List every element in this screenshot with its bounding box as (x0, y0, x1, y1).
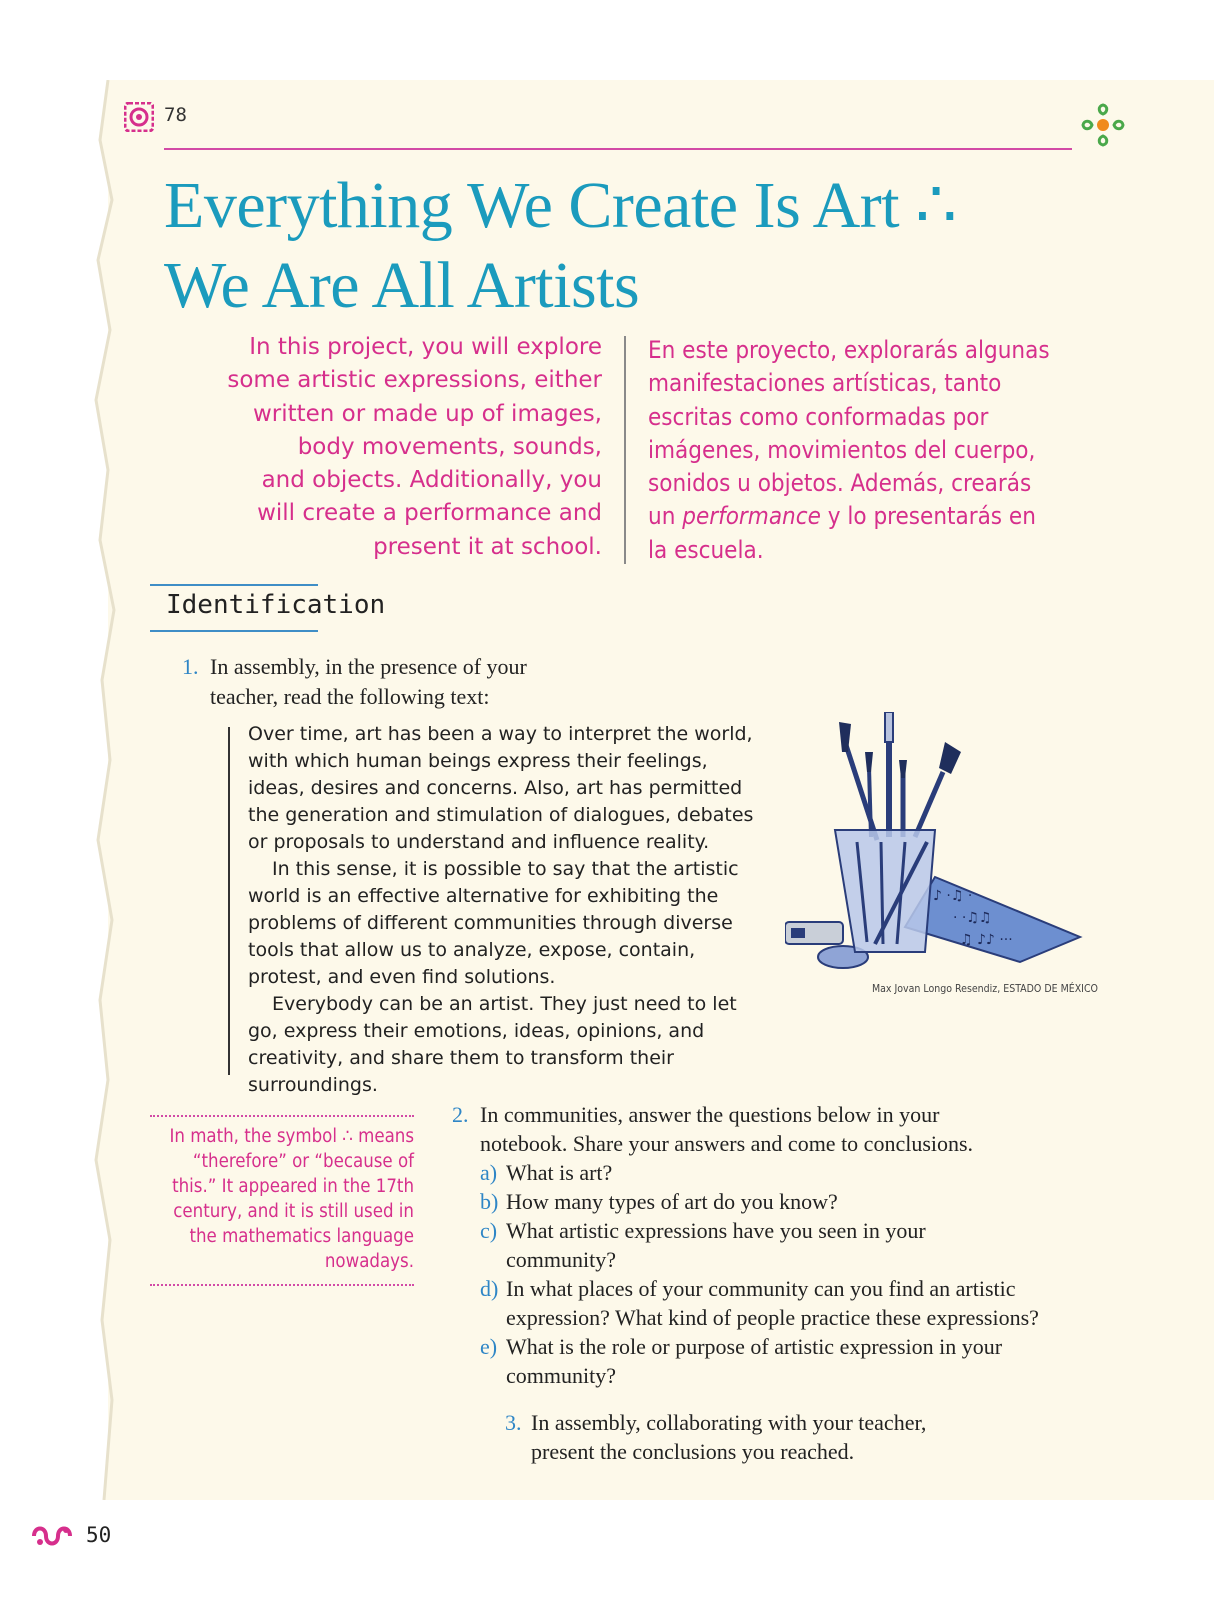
question-3-line: present the conclusions you reached. (531, 1439, 855, 1464)
svg-text:♪ ·♫ ·: ♪ ·♫ · (933, 888, 973, 904)
title-line-2: We Are All Artists (164, 249, 640, 322)
section-rule-top (150, 584, 318, 586)
title-line-1: Everything We Create Is Art ∴ (164, 169, 957, 242)
page-title (164, 166, 957, 326)
sidenote-line: the mathematics language (189, 1226, 414, 1247)
item-letter: c) (480, 1218, 498, 1243)
item-line: What is art? (506, 1160, 613, 1185)
question-1-number: 1. (182, 654, 199, 679)
question-2-line: In communities, answer the questions below in your (480, 1102, 940, 1127)
question-2-item (452, 1216, 1072, 1274)
intro-en-line: and objects. Additionally, you (261, 467, 602, 494)
question-2-item (452, 1332, 1072, 1390)
item-line: How many types of art do you know? (506, 1189, 838, 1214)
svg-text:♫ ♪♪ ···: ♫ ♪♪ ··· (960, 932, 1013, 948)
question-2-item (452, 1274, 1072, 1332)
intro-es-line: escritas como conformadas por (648, 402, 989, 431)
item-line: community? (506, 1363, 616, 1388)
question-2-item (452, 1187, 1072, 1216)
sidenote-line: In math, the symbol ∴ means (169, 1126, 414, 1147)
item-line: expression? What kind of people practice these expressions? (506, 1305, 1039, 1330)
intro-es-line (648, 500, 1068, 533)
svg-text:· ·♫♫: · ·♫♫ (953, 910, 992, 926)
question-3-number: 3. (505, 1410, 522, 1435)
item-letter: e) (480, 1334, 498, 1359)
sidenote-line: this.” It appeared in the 17th (172, 1176, 414, 1197)
question-2-line: notebook. Share your answers and come to conclusions. (480, 1131, 974, 1156)
torn-edge-decoration (90, 80, 150, 1500)
item-line: What artistic expressions have you seen in your (506, 1218, 926, 1243)
intro-en-line: body movements, sounds, (297, 433, 602, 460)
intro-en-line: written or made up of images, (252, 400, 602, 427)
intro-es-line: sonidos u objetos. Además, crearás (648, 469, 1032, 498)
sidenote-rule-bottom (150, 1284, 414, 1286)
intro-spanish (648, 334, 1068, 567)
math-sidenote (150, 1124, 414, 1274)
question-1 (182, 652, 602, 709)
reading-paragraph-2: In this sense, it is possible to say that the artistic world is an effective alternative for exhibiting the problems of different communities through diverse tools that allow us to analyze, expose, contain, protest, and even find solutions. (248, 858, 739, 988)
intro-es-line: En este proyecto, explorarás algunas (648, 336, 1050, 364)
header-page-number: 78 (164, 104, 187, 126)
intro-es-line: manifestaciones artísticas, tanto (648, 369, 1002, 398)
item-line: In what places of your community can you find an artistic (506, 1276, 1016, 1301)
intro-en-line: In this project, you will explore (249, 334, 602, 360)
footer-page-number: 50 (86, 1523, 112, 1547)
paintbrushes-illustration (785, 712, 1095, 982)
sidenote-line: century, and it is still used in (173, 1201, 414, 1222)
question-2-prompt (452, 1100, 1072, 1158)
sidenote-rule-top (150, 1115, 414, 1117)
question-2 (452, 1100, 1072, 1390)
intro-en-line: will create a performance and (257, 500, 602, 527)
section-title: Identification (166, 590, 386, 620)
intro-es-line6-pre: un (648, 502, 683, 531)
section-rule-bottom (150, 630, 318, 632)
intro-divider (624, 336, 626, 564)
intro-es-line6-em: performance (682, 502, 821, 531)
intro-es-line6-post: y lo presentarás en (820, 502, 1036, 531)
intro-english (200, 331, 602, 564)
intro-en-line: present it at school. (373, 533, 602, 560)
intro-en-line: some artistic expressions, either (227, 367, 602, 394)
illustration-credit: Max Jovan Longo Resendiz, ESTADO DE MÉXICO (871, 983, 1098, 995)
item-letter: b) (480, 1189, 499, 1214)
item-letter: a) (480, 1160, 498, 1185)
flower-ornament-icon (1078, 100, 1128, 150)
intro-es-line: la escuela. (648, 535, 764, 564)
reading-paragraph-3: Everybody can be an artist. They just need to let go, express their emotions, ideas, opinions, and creativity, and share them to transform their surroundings. (248, 993, 737, 1096)
item-letter: d) (480, 1276, 499, 1301)
item-line: community? (506, 1247, 616, 1272)
header-rule (164, 148, 1072, 150)
question-3-line: In assembly, collaborating with your teacher, (531, 1410, 927, 1435)
question-2-item (452, 1158, 1072, 1187)
question-2-number: 2. (452, 1102, 469, 1127)
sidenote-line: “therefore” or “because of (192, 1151, 414, 1172)
item-line: What is the role or purpose of artistic expression in your (506, 1334, 1003, 1359)
reading-passage (248, 721, 760, 1099)
intro-es-line: imágenes, movimientos del cuerpo, (648, 435, 1036, 464)
sidenote-line: nowadays. (324, 1251, 414, 1272)
reading-bar (228, 727, 230, 1075)
footer-ornament-icon (30, 1522, 76, 1550)
question-1-text: In assembly, in the presence of your teacher, read the following text: (210, 654, 527, 709)
reading-paragraph-1: Over time, art has been a way to interpret the world, with which human beings express their feelings, ideas, desires and concerns. Also, art has permitted the generation and stimulation of dialogues, debates or proposals to understand and influence reality. (248, 723, 754, 853)
question-3 (505, 1408, 1025, 1466)
spiral-glyph-icon (124, 102, 154, 132)
